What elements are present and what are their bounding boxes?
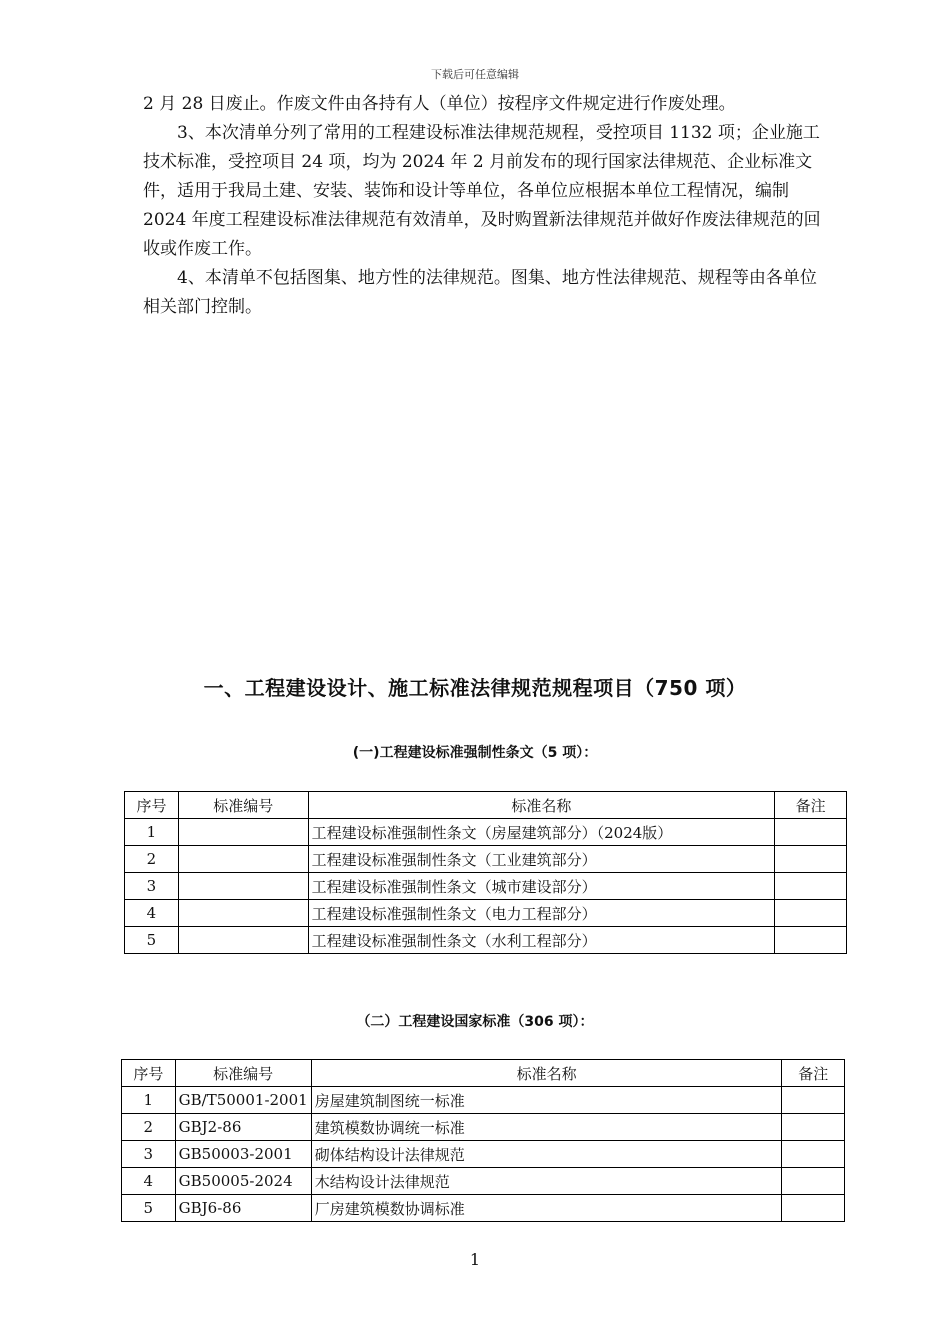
table-row bbox=[122, 1168, 845, 1195]
cell-remark bbox=[782, 1114, 845, 1141]
table-row bbox=[125, 846, 847, 873]
cell-no: 1 bbox=[125, 819, 179, 846]
cell-code bbox=[178, 846, 308, 873]
cell-code: GBJ6-86 bbox=[175, 1195, 311, 1222]
national-standards-table bbox=[121, 1059, 845, 1222]
column-header-name: 标准名称 bbox=[308, 792, 775, 819]
column-header-code: 标准编号 bbox=[175, 1060, 311, 1087]
cell-no: 3 bbox=[122, 1141, 176, 1168]
cell-code: GB50003-2001 bbox=[175, 1141, 311, 1168]
cell-no: 5 bbox=[125, 927, 179, 954]
column-header-remark: 备注 bbox=[775, 792, 847, 819]
cell-code: GB/T50001-2001 bbox=[175, 1087, 311, 1114]
cell-name: 工程建设标准强制性条文（电力工程部分） bbox=[308, 900, 775, 927]
subsection-title: (一)工程建设标准强制性条文（5 项）： bbox=[352, 745, 598, 761]
cell-remark bbox=[782, 1168, 845, 1195]
cell-name: 木结构设计法律规范 bbox=[311, 1168, 782, 1195]
cell-name: 工程建设标准强制性条文（房屋建筑部分）（2024版） bbox=[308, 819, 775, 846]
table-row bbox=[122, 1087, 845, 1114]
cell-remark bbox=[775, 819, 847, 846]
cell-code: GBJ2-86 bbox=[175, 1114, 311, 1141]
cell-remark bbox=[775, 873, 847, 900]
cell-no: 5 bbox=[122, 1195, 176, 1222]
cell-name: 房屋建筑制图统一标准 bbox=[311, 1087, 782, 1114]
table-row bbox=[125, 927, 847, 954]
subsection-title: （二）工程建设国家标准（306 项）： bbox=[356, 1014, 594, 1030]
cell-remark bbox=[782, 1195, 845, 1222]
table-row bbox=[122, 1195, 845, 1222]
cell-code bbox=[178, 873, 308, 900]
cell-code bbox=[178, 927, 308, 954]
cell-code bbox=[178, 819, 308, 846]
paragraph: 4、本清单不包括图集、地方性的法律规范。图集、地方性法律规范、规程等由各单位相关部门控制。 bbox=[143, 268, 817, 317]
table-row bbox=[122, 1141, 845, 1168]
table-row bbox=[122, 1114, 845, 1141]
header-note: 下载后可任意编辑 bbox=[431, 68, 519, 81]
column-header-code: 标准编号 bbox=[178, 792, 308, 819]
body-text bbox=[143, 90, 823, 322]
column-header-no: 序号 bbox=[122, 1060, 176, 1087]
cell-code: GB50005-2024 bbox=[175, 1168, 311, 1195]
page-number: 1 bbox=[469, 1250, 481, 1269]
table-row bbox=[125, 873, 847, 900]
cell-no: 1 bbox=[122, 1087, 176, 1114]
cell-remark bbox=[782, 1141, 845, 1168]
table-row bbox=[125, 819, 847, 846]
cell-remark bbox=[775, 900, 847, 927]
cell-no: 2 bbox=[125, 846, 179, 873]
cell-name: 砌体结构设计法律规范 bbox=[311, 1141, 782, 1168]
cell-code bbox=[178, 900, 308, 927]
cell-name: 工程建设标准强制性条文（城市建设部分） bbox=[308, 873, 775, 900]
table-header-row bbox=[122, 1060, 845, 1087]
paragraph: 3、本次清单分列了常用的工程建设标准法律规范规程，受控项目 1132 项；企业施工技术标准，受控项目 24 项，均为 2024 年 2 月前发布的现行国家法律规范、企业标准文件，适用于我局土建、安装、装饰和设计等单位，各单位应根据本单位工程情况，编制 2024 年度工程建设标准法律规范有效清单，及时购置新法律规范并做好作废法律规范的回收或作废工作。 bbox=[143, 123, 821, 259]
cell-no: 4 bbox=[125, 900, 179, 927]
cell-name: 工程建设标准强制性条文（工业建筑部分） bbox=[308, 846, 775, 873]
column-header-name: 标准名称 bbox=[311, 1060, 782, 1087]
table-row bbox=[125, 900, 847, 927]
cell-no: 4 bbox=[122, 1168, 176, 1195]
cell-name: 工程建设标准强制性条文（水利工程部分） bbox=[308, 927, 775, 954]
column-header-no: 序号 bbox=[125, 792, 179, 819]
cell-remark bbox=[782, 1087, 845, 1114]
table-header-row bbox=[125, 792, 847, 819]
cell-no: 2 bbox=[122, 1114, 176, 1141]
cell-remark bbox=[775, 846, 847, 873]
cell-name: 建筑模数协调统一标准 bbox=[311, 1114, 782, 1141]
cell-remark bbox=[775, 927, 847, 954]
cell-name: 厂房建筑模数协调标准 bbox=[311, 1195, 782, 1222]
paragraph: 2 月 28 日废止。作废文件由各持有人（单位）按程序文件规定进行作废处理。 bbox=[143, 94, 736, 114]
column-header-remark: 备注 bbox=[782, 1060, 845, 1087]
mandatory-provisions-table bbox=[124, 791, 847, 954]
cell-no: 3 bbox=[125, 873, 179, 900]
section-title: 一、工程建设设计、施工标准法律规范规程项目（750 项） bbox=[203, 676, 747, 700]
